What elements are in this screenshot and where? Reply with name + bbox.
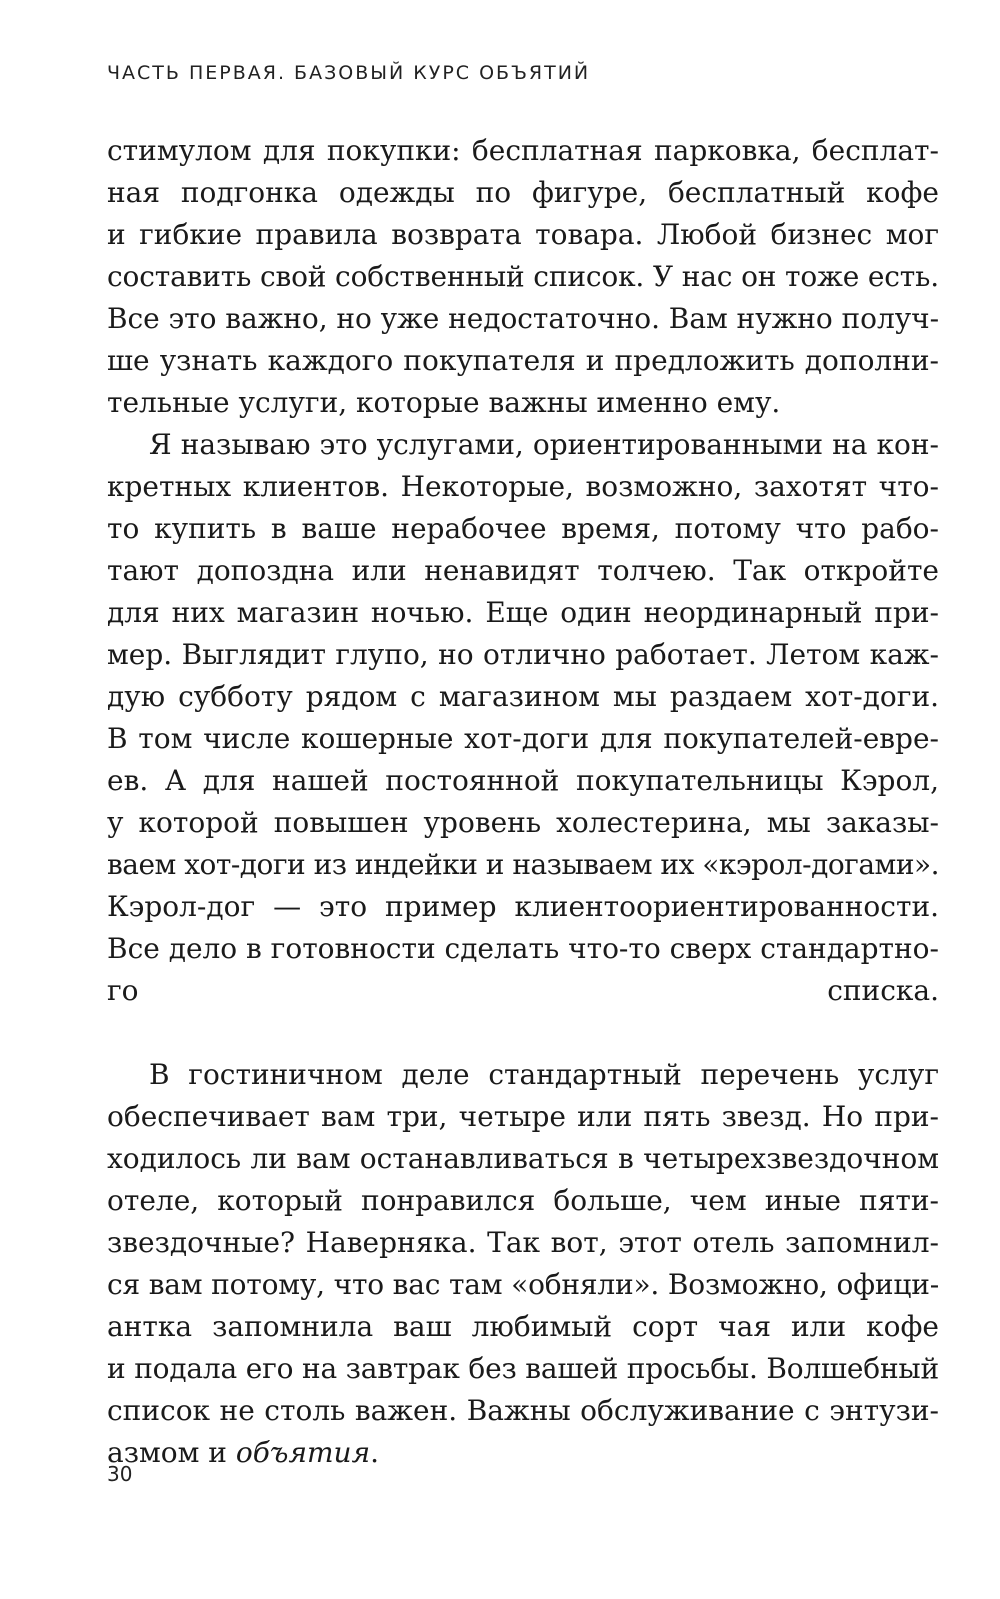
text-line: мер. Выглядит глупо, но отлично работает. Летом каж- — [107, 638, 939, 671]
text-fragment: азмом и — [107, 1436, 236, 1469]
text-line: и гибкие правила возврата товара. Любой бизнес мог — [107, 218, 939, 251]
text-line: В гостиничном деле стандартный перечень услуг — [149, 1058, 939, 1091]
italic-emphasis: объятия — [235, 1436, 371, 1469]
text-line: ная подгонка одежды по фигуре, бесплатный кофе — [107, 176, 939, 209]
text-line — [107, 1012, 939, 1054]
text-line: звездочные? Наверняка. Так вот, этот отель запомнил- — [107, 1226, 939, 1259]
text-line: кретных клиентов. Некоторые, возможно, захотят что- — [107, 470, 939, 503]
text-line: дую субботу рядом с магазином мы раздаем хот-доги. — [107, 680, 939, 713]
text-line: В том числе кошерные хот-доги для покупателей-евре- — [107, 722, 939, 755]
paragraph-1 — [107, 130, 939, 424]
paragraph-2 — [107, 424, 939, 1054]
text-line: Кэрол-дог — это пример клиентоориентированности. — [107, 890, 939, 923]
text-line: ся вам потому, что вас там «обняли». Возможно, офици- — [107, 1268, 939, 1301]
paragraph-3 — [107, 1054, 939, 1474]
text-line: Все это важно, но уже недостаточно. Вам нужно получ- — [107, 302, 939, 335]
text-line: го списка. — [107, 974, 939, 1007]
running-head: ЧАСТЬ ПЕРВАЯ. БАЗОВЫЙ КУРС ОБЪЯТИЙ — [107, 62, 591, 84]
text-line: ев. А для нашей постоянной покупательницы Кэрол, — [107, 764, 939, 797]
text-line: стимулом для покупки: бесплатная парковка, бесплат- — [107, 134, 939, 167]
text-line: ваем хот-доги из индейки и называем их «кэрол-догами». — [107, 848, 940, 881]
page-number: 30 — [107, 1462, 133, 1486]
text-line: для них магазин ночью. Еще один неординарный при- — [107, 596, 939, 629]
text-line: отеле, который понравился больше, чем иные пяти- — [107, 1184, 939, 1217]
text-line: обеспечивает вам три, четыре или пять звезд. Но при- — [107, 1100, 939, 1133]
text-line: Я называю это услугами, ориентированными на кон- — [149, 428, 939, 461]
text-line: ше узнать каждого покупателя и предложить дополни- — [107, 344, 939, 377]
text-line: у которой повышен уровень холестерина, мы заказы- — [107, 806, 939, 839]
text-line: список не столь важен. Важны обслуживание с энтузи- — [107, 1394, 939, 1427]
text-line: Все дело в готовности сделать что-то сверх стандартно- — [107, 932, 939, 965]
text-line: и подала его на завтрак без вашей просьбы. Волшебный — [107, 1352, 939, 1385]
text-line: составить свой собственный список. У нас он тоже есть. — [107, 260, 939, 293]
text-line: антка запомнила ваш любимый сорт чая или кофе — [107, 1310, 939, 1343]
text-line: ходилось ли вам останавливаться в четырехзвездочном — [107, 1142, 939, 1175]
text-fragment: . — [370, 1436, 380, 1469]
body-text — [107, 130, 939, 1474]
text-line: тельные услуги, которые важны именно ему. — [107, 386, 781, 419]
text-line: то купить в ваше нерабочее время, потому что рабо- — [107, 512, 939, 545]
text-line: тают допоздна или ненавидят толчею. Так откройте — [107, 554, 939, 587]
text-line-final — [107, 1432, 939, 1474]
